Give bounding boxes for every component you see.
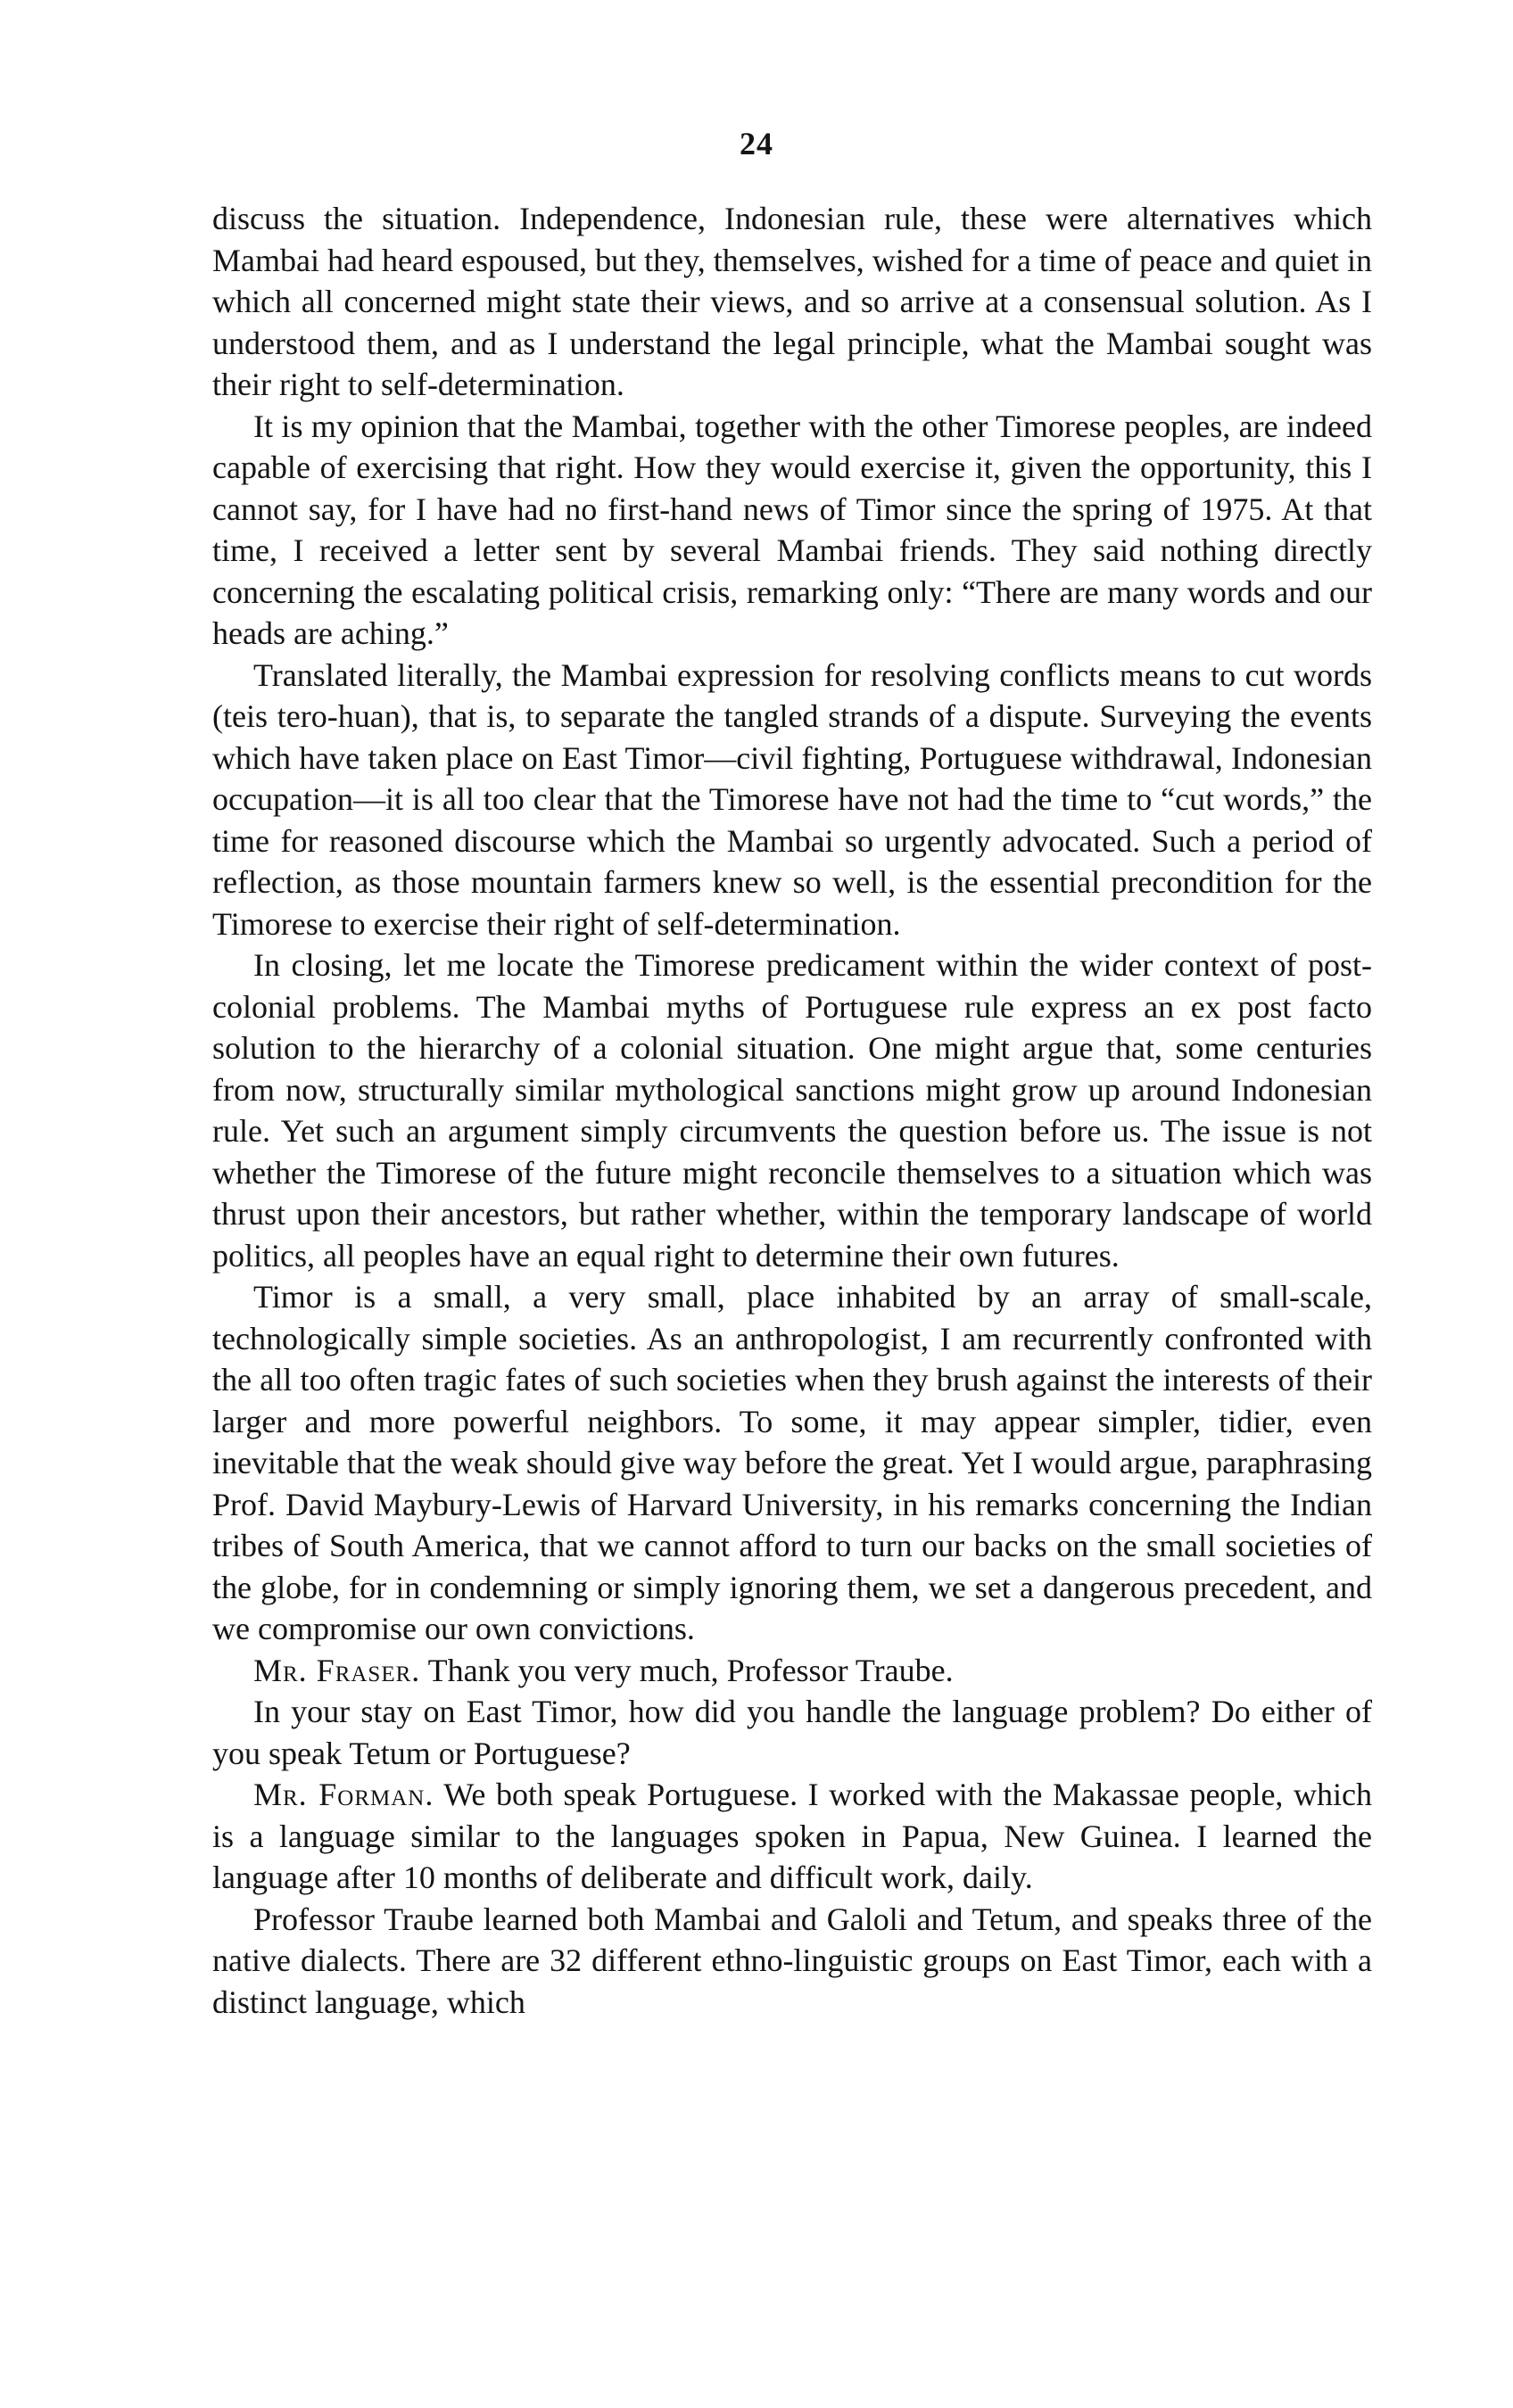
paragraph-4 (212, 944, 1372, 1276)
speaker-name: Mr. Fraser. (253, 1652, 421, 1688)
paragraph-text: Professor Traube learned both Mambai and Galoli and Tetum, and speaks three of the native dialects. There are 32 different ethno-linguistic groups on East Timor, each with a distinct language, which (212, 1901, 1372, 2020)
paragraph-6 (212, 1650, 1372, 1692)
page-number: 24 (740, 126, 773, 161)
paragraph-3 (212, 655, 1372, 945)
paragraph-text: Timor is a small, a very small, place inhabited by an array of small-scale, technologically simple societies. As an anthropologist, I am recurrently confronted with the all too often tragic fates of such societies when they brush against the interests of their larger and more powerful neighbors. To some, it may appear simpler, tidier, even inevitable that the weak should give way before the great. Yet I would argue, paraphrasing Prof. David Maybury-Lewis of Harvard University, in his remarks concerning the Indian tribes of South America, that we cannot afford to turn our backs on the small societies of the globe, for in condemning or simply ignoring them, we set a dangerous precedent, and we compromise our own convictions. (212, 1279, 1372, 1646)
paragraph-text: In your stay on East Timor, how did you handle the language problem? Do either of you speak Tetum or Portuguese? (212, 1694, 1372, 1771)
paragraph-text: Translated literally, the Mambai expression for resolving conflicts means to cut words (teis tero-huan), that is, to separate the tangled strands of a dispute. Surveying the events which have taken place on East Timor—civil fighting, Portuguese withdrawal, Indonesian occupation—it is all too clear that the Timorese have not had the time to “cut words,” the time for reasoned discourse which the Mambai so urgently advocated. Such a period of reflection, as those mountain farmers knew so well, is the essential precondition for the Timorese to exercise their right of self-determination. (212, 656, 1372, 942)
paragraph-text: In closing, let me locate the Timorese predicament within the wider context of post-colonial problems. The Mambai myths of Portuguese rule express an ex post facto solution to the hierarchy of a colonial situation. One might argue that, some centuries from now, structurally similar mythological sanctions might grow up around Indonesian rule. Yet such an argument simply circumvents the question before us. The issue is not whether the Timorese of the future might reconcile themselves to a situation which was thrust upon their ancestors, but rather whether, within the temporary landscape of world politics, all peoples have an equal right to determine their own futures. (212, 947, 1372, 1274)
paragraph-2 (212, 406, 1372, 655)
paragraph-1 (212, 198, 1372, 406)
paragraph-text: discuss the situation. Independence, Indonesian rule, these were alternatives which Mambai had heard espoused, but they, themselves, wished for a time of peace and quiet in which all concerned might state their views, and so arrive at a consensual solution. As I understood them, and as I understand the legal principle, what the Mambai sought was their right to self-determination. (212, 201, 1372, 402)
paragraph-text: Thank you very much, Professor Traube. (427, 1652, 954, 1688)
paragraph-5 (212, 1276, 1372, 1650)
paragraph-8 (212, 1774, 1372, 1899)
body-text (212, 198, 1372, 2023)
paragraph-text: It is my opinion that the Mambai, together with the other Timorese peoples, are indeed capable of exercising that right. How they would exercise it, given the opportunity, this I cannot say, for I have had no first-hand news of Timor since the spring of 1975. At that time, I received a letter sent by several Mambai friends. They said nothing directly concerning the escalating political crisis, remarking only: “There are many words and our heads are aching.” (212, 408, 1372, 651)
paragraph-text: We both speak Portuguese. I worked with the Makassae people, which is a language similar to the languages spoken in Papua, New Guinea. I learned the language after 10 months of deliberate and difficult work, daily. (212, 1777, 1372, 1895)
paragraph-9 (212, 1899, 1372, 2024)
paragraph-7 (212, 1691, 1372, 1774)
speaker-name: Mr. Forman. (253, 1777, 434, 1812)
